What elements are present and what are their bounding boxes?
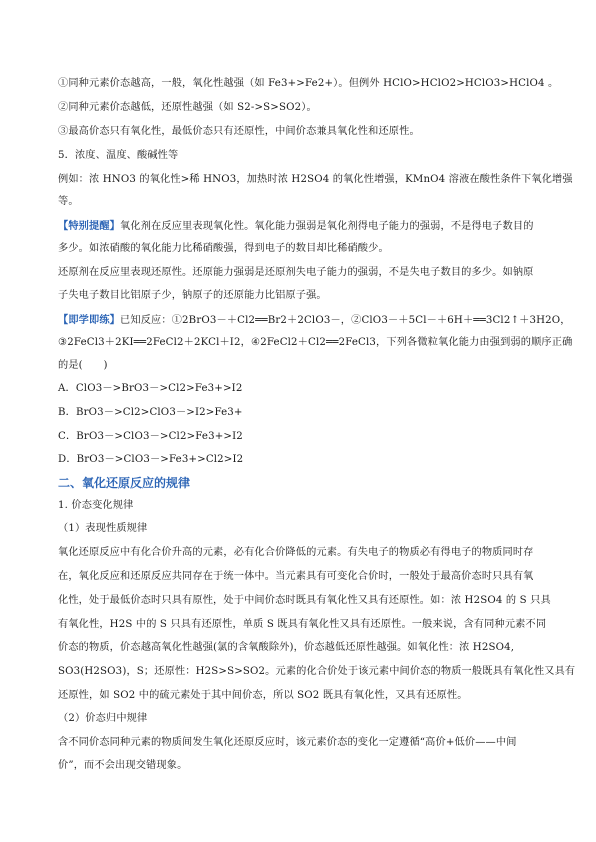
exercise-line-2: ③2FeCl3＋2KI══2FeCl2＋2KCl＋I2，④2FeCl2＋Cl2══2FeCl3，下列各微粒氧化能力由强到弱的顺序正确	[58, 337, 573, 348]
special-note-line-1	[58, 219, 534, 234]
reducer-line-1: 还原剂在反应里表现还原性。还原能力强弱是还原剂失电子能力的强弱，不是失电子数目的多少。如钠原	[58, 267, 534, 278]
special-note-tag: 【特别提醒】	[58, 220, 121, 232]
example-line-1: 例如：浓 HNO3 的氧化性>稀 HNO3，加热时浓 H2SO4 的氧化性增强，KMnO4 溶液在酸性条件下氧化增强	[58, 174, 573, 185]
subsection-1-1-title: （1）表现性质规律	[58, 523, 148, 534]
subsection-1-title: 1. 价态变化规律	[58, 500, 134, 511]
rule-line-1: ①同种元素价态越高，一般，氧化性越强（如 Fe3+>Fe2+）。但例外 HClO>HClO2>HClO3>HClO4 。	[58, 78, 559, 89]
example-line-2: 等。	[58, 196, 79, 207]
paragraph-line-1: 氧化还原反应中有化合价升高的元素，必有化合价降低的元素。有失电子的物质必有得电子的物质同时存	[58, 547, 534, 558]
option-a: A．ClO3－>BrO3－>Cl2>Fe3+>I2	[58, 383, 243, 394]
paragraph-2-line-2: 价”，而不会出现交错现象。	[58, 760, 188, 771]
paragraph-line-3: 化性，处于最低价态时只具有原性，处于中间价态时既具有氧化性又具有还原性。如：浓 H2SO4 的 S 只具	[58, 595, 551, 606]
subsection-1-2-title: （2）价态归中规律	[58, 713, 148, 724]
special-note-line-2: 多少。如浓硝酸的氧化能力比稀硝酸强，得到电子的数目却比稀硝酸少。	[58, 243, 389, 254]
paragraph-line-2: 在，氧化反应和还原反应共同存在于统一体中。当元素具有可变化合价时，一般处于最高价态时只具有氧	[58, 571, 534, 582]
section-heading: 二、氧化还原反应的规律	[58, 476, 191, 490]
exercise-line-1	[58, 313, 571, 328]
exercise-tag: 【即学即练】	[58, 314, 121, 326]
paragraph-line-4: 有氧化性，H2S 中的 S 只具有还原性，单质 S 既具有氧化性又具有还原性。一般来说，含有同种元素不同	[58, 619, 547, 630]
option-d: D．BrO3－>ClO3－>Fe3+>Cl2>I2	[58, 454, 244, 465]
reducer-line-2: 子失电子数目比铝原子少，钠原子的还原能力比铝原子强。	[58, 290, 327, 301]
exercise-text: 已知反应：①2BrO3－＋Cl2══Br2＋2ClO3－，②ClO3－＋5Cl－＋6H＋══3Cl2↑＋3H2O，	[120, 315, 571, 326]
option-b: B．BrO3－>Cl2>ClO3－>I2>Fe3+	[58, 407, 243, 418]
rule-line-2: ②同种元素价态越低，还原性越强（如 S2->S>SO2）。	[58, 102, 317, 113]
paragraph-2-line-1: 含不同价态同种元素的物质间发生氧化还原反应时，该元素价态的变化一定遵循“高价+低价——中间	[58, 737, 517, 748]
rule-line-3: ③最高价态只有氧化性，最低价态只有还原性，中间价态兼具氧化性和还原性。	[58, 126, 420, 137]
paragraph-line-7: 还原性，如 SO2 中的硫元素处于其中间价态，所以 SO2 既具有氧化性，又具有还原性。	[58, 690, 468, 701]
exercise-line-3: 的是( )	[58, 360, 108, 371]
paragraph-line-5: 价态的物质，价态越高氧化性越强(氯的含氧酸除外)，价态越低还原性越强。如氧化性：浓 H2SO4,	[58, 642, 515, 653]
section-5-title: 5．浓度、温度、酸碱性等	[58, 150, 179, 161]
option-c: C．BrO3－>ClO3－>Cl2>Fe3+>I2	[58, 431, 243, 442]
paragraph-line-6: SO3(H2SO3)，S；还原性：H2S>S>SO2。元素的化合价处于该元素中间价态的物质一般既具有氧化性又具有	[58, 666, 576, 677]
special-note-text: 氧化剂在反应里表现氧化性。氧化能力强弱是氧化剂得电子能力的强弱，不是得电子数目的	[120, 221, 534, 232]
